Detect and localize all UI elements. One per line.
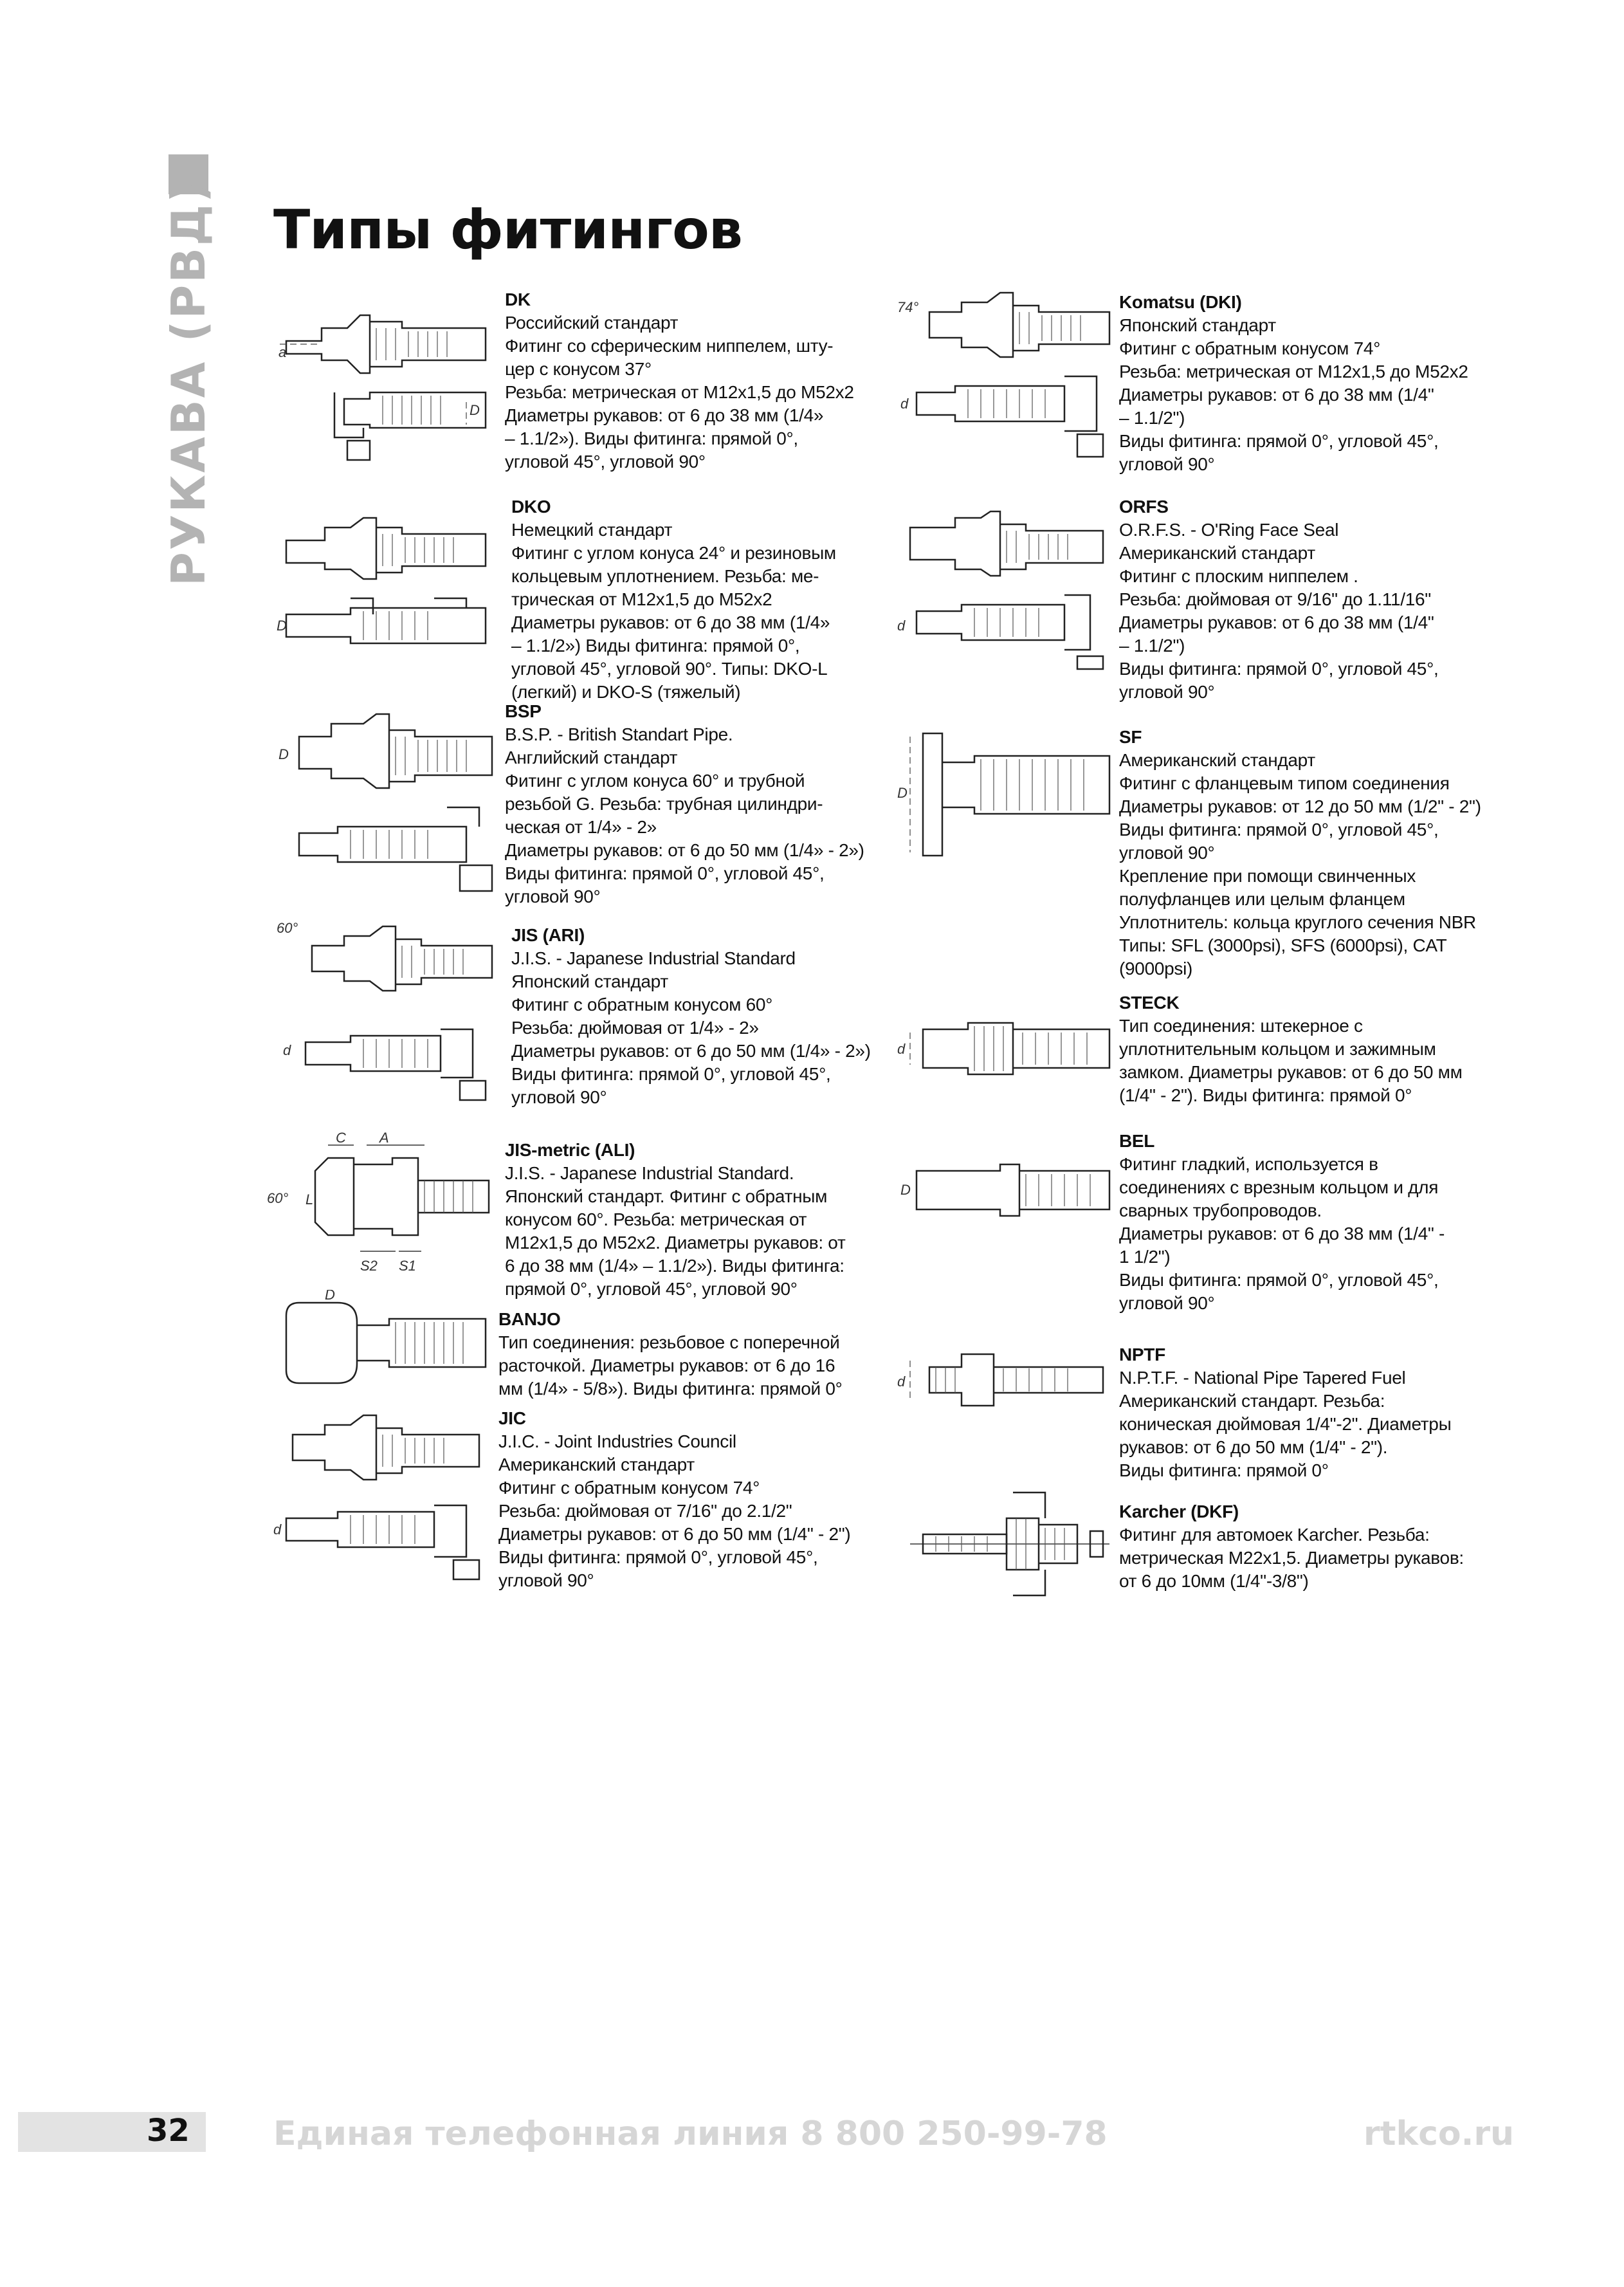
fitting-code: JIS (ARI) [511, 925, 585, 945]
fitting-description: Тип соединения: штекерное с уплотнительным кольцом и зажимным замком. Диаметры рукавов: от 6 до 50 мм (1/4" - 2"). Виды фитинга: прямой 0° [1119, 1016, 1463, 1105]
svg-text:D: D [897, 785, 908, 801]
svg-text:60°: 60° [267, 1190, 289, 1206]
svg-text:d: d [897, 1041, 906, 1057]
fitting-code: Komatsu (DKI) [1119, 292, 1242, 312]
fitting-code: ORFS [1119, 497, 1169, 517]
fitting-code: SF [1119, 727, 1142, 747]
fitting-description: J.I.C. - Joint Industries Council Американский стандарт Фитинг с обратным конусом 74° Резьба: дюймовая от 7/16" до 2.1/2" Диаметры рукавов: от 6 до 50 мм (1/4" - 2") Виды фитинга: прямой 0°, угловой 45°, угловой 90° [498, 1431, 851, 1590]
fitting-code: BANJO [498, 1309, 561, 1329]
jis-ari-fitting-drawing [273, 920, 505, 1113]
svg-text:a: a [278, 344, 287, 360]
page-title: Типы фитингов [273, 198, 742, 261]
svg-text:d: d [900, 396, 909, 412]
fitting-code: BSP [505, 701, 542, 721]
svg-text:74°: 74° [897, 299, 919, 315]
svg-text:d: d [283, 1042, 291, 1058]
bel-fitting-drawing [897, 1148, 1116, 1232]
svg-text:D: D [278, 746, 289, 762]
fitting-description: Американский стандарт Фитинг с фланцевым типом соединения Диаметры рукавов: от 12 до 50 мм (1/2" - 2") Виды фитинга: прямой 0°, угловой 45°, угловой 90° Крепление при помощи свинченных полуфланцев или целым фланцем Уплотнитель: кольца круглого сечения NBR Типы: SFL (3000psi), SFS (6000psi), CAT (9000psi) [1119, 750, 1481, 978]
komatsu-fitting-drawing [897, 283, 1116, 470]
karcher-fitting-drawing [897, 1480, 1116, 1605]
fitting-description: Тип соединения: резьбовое с поперечной расточкой. Диаметры рукавов: от 6 до 16 мм (1/4» - 5/8»). Виды фитинга: прямой 0° [498, 1332, 843, 1399]
svg-text:A: A [379, 1132, 389, 1146]
footer-hotline: Единая телефонная линия 8 800 250-99-78 [273, 2115, 1108, 2153]
fitting-code: JIS-metric (ALI) [505, 1140, 635, 1160]
fitting-description: J.I.S. - Japanese Industrial Standard. Японский стандарт. Фитинг с обратным конусом 60°. Резьба: метрическая от М12х1,5 до М52х2. Диаметры рукавов: от 6 до 38 мм (1/4» – 1.1/2»). Виды фитинга: прямой 0°, угловой 45°, угловой 90° [505, 1163, 846, 1299]
fitting-code: STECK [1119, 993, 1180, 1013]
orfs-fitting-drawing [897, 502, 1116, 675]
page-number: 32 [147, 2113, 190, 2149]
fitting-description: B.S.P. - British Standart Pipe. Английский стандарт Фитинг с углом конуса 60° и трубной резьбой G. Резьба: трубная цилиндри- ческая от 1/4» - 2» Диаметры рукавов: от 6 до 50 мм (1/4» - 2») Виды фитинга: прямой 0°, угловой 45°, угловой 90° [505, 724, 864, 906]
banjo-fitting-drawing [273, 1290, 492, 1396]
footer-website[interactable]: rtkco.ru [1364, 2115, 1515, 2153]
svg-text:L: L [306, 1191, 314, 1208]
bsp-fitting-drawing [273, 704, 505, 904]
svg-text:d: d [897, 1373, 906, 1390]
svg-text:C: C [336, 1132, 346, 1146]
fitting-description: Немецкий стандарт Фитинг с углом конуса 24° и резиновым кольцевым уплотнением. Резьба: ме- трическая от М12х1,5 до М52х2 Диаметры рукавов: от 6 до 38 мм (1/4» – 1.1/2») Виды фитинга: прямой 0°, угловой 45°, угловой 90°. Типы: DKO-L (легкий) и DKO-S (тяжелый) [511, 520, 836, 702]
svg-text:d: d [273, 1521, 282, 1538]
steck-fitting-drawing [897, 1004, 1116, 1094]
fitting-code: DKO [511, 497, 551, 517]
jis-metric-fitting-drawing [264, 1132, 495, 1280]
fitting-code: DK [505, 289, 531, 309]
svg-text:D: D [900, 1182, 911, 1198]
svg-text:D: D [470, 402, 480, 418]
dko-fitting-drawing [273, 502, 492, 695]
section-title-vertical: РУКАВА (РВД) [161, 179, 215, 587]
svg-text:60°: 60° [277, 920, 298, 936]
fitting-description: Японский стандарт Фитинг с обратным конусом 74° Резьба: метрическая от М12х1,5 до М52х2 Диаметры рукавов: от 6 до 38 мм (1/4" – 1.1/2") Виды фитинга: прямой 0°, угловой 45°, угловой 90° [1119, 315, 1468, 474]
fitting-description: J.I.S. - Japanese Industrial Standard Японский стандарт Фитинг с обратным конусом 60° Резьба: дюймовая от 1/4» - 2» Диаметры рукавов: от 6 до 50 мм (1/4» - 2») Виды фитинга: прямой 0°, угловой 45°, угловой 90° [511, 948, 871, 1107]
jic-fitting-drawing [273, 1409, 492, 1586]
svg-text:D: D [325, 1290, 335, 1303]
fitting-code: BEL [1119, 1131, 1155, 1151]
dk-fitting-drawing [273, 289, 492, 482]
fitting-description: O.R.F.S. - O'Ring Face Seal Американский стандарт Фитинг с плоским ниппелем . Резьба: дюймовая от 9/16" до 1.11/16" Диаметры рукавов: от 6 до 38 мм (1/4" – 1.1/2") Виды фитинга: прямой 0°, угловой 45°, угловой 90° [1119, 520, 1439, 702]
fitting-description: Российский стандарт Фитинг со сферическим ниппелем, шту- цер с конусом 37° Резьба: метрическая от М12х1,5 до М52х2 Диаметры рукавов: от 6 до 38 мм (1/4» – 1.1/2»). Виды фитинга: прямой 0°, угловой 45°, угловой 90° [505, 313, 854, 472]
fitting-description: N.P.T.F. - National Pipe Tapered Fuel Американский стандарт. Резьба: коническая дюймовая 1/4"-2". Диаметры рукавов: от 6 до 50 мм (1/4" - 2"). Виды фитинга: прямой 0° [1119, 1368, 1452, 1480]
fitting-description: Фитинг для автомоек Karcher. Резьба: метрическая М22х1,5. Диаметры рукавов: от 6 до 10мм (1/4"-3/8") [1119, 1525, 1464, 1591]
svg-text:S1: S1 [399, 1258, 416, 1274]
sf-fitting-drawing [897, 724, 1116, 865]
svg-text:d: d [897, 618, 906, 634]
nptf-fitting-drawing [897, 1328, 1116, 1431]
svg-text:S2: S2 [360, 1258, 378, 1274]
fitting-code: JIC [498, 1408, 526, 1428]
fitting-code: Karcher (DKF) [1119, 1502, 1239, 1521]
fitting-code: NPTF [1119, 1345, 1165, 1364]
svg-text:D: D [277, 618, 287, 634]
fitting-description: Фитинг гладкий, используется в соединениях с врезным кольцом и для сварных трубопроводов. Диаметры рукавов: от 6 до 38 мм (1/4" - 1 1/2") Виды фитинга: прямой 0°, угловой 45°, угловой 90° [1119, 1154, 1445, 1313]
